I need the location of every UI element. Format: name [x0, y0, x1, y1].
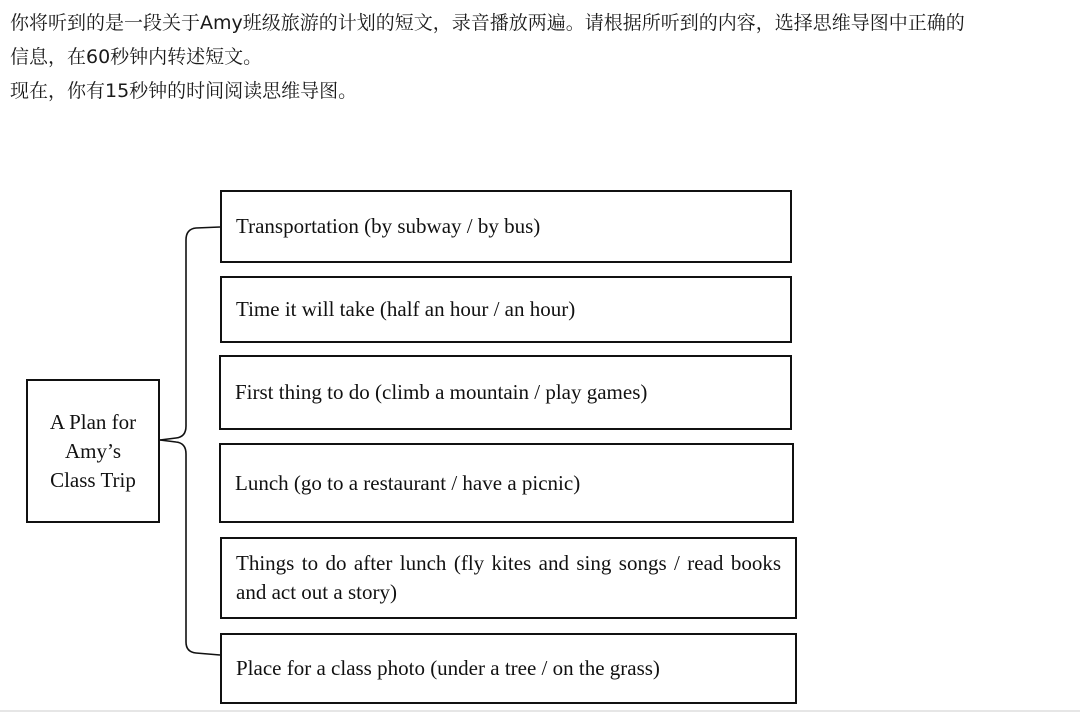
branch-time [220, 276, 792, 343]
branch-class-photo [220, 633, 797, 704]
bottom-divider [0, 710, 1080, 712]
instruction-line: 现在，你有15秒钟的时间阅读思维导图。 [10, 80, 358, 102]
central-topic-line: Amy’s [64, 438, 121, 463]
branch-label: Time it will take (half an hour / an hour) [236, 297, 576, 321]
branch-label: Things to do after lunch (fly kites and sing songs / read books and act out a story) [236, 551, 781, 604]
instruction-line: 信息，在60秒钟内转述短文。 [10, 46, 263, 68]
branch-lunch [219, 443, 794, 523]
central-topic-line: A Plan for [49, 409, 137, 434]
central-topic-node [26, 379, 160, 523]
instruction-line: 你将听到的是一段关于Amy班级旅游的计划的短文，录音播放两遍。请根据所听到的内容，选择思维导图中正确的 [10, 12, 965, 34]
branch-label: Lunch (go to a restaurant / have a picnic) [235, 470, 581, 495]
branch-label: Place for a class photo (under a tree / on the grass) [236, 656, 660, 680]
branch-label: First thing to do (climb a mountain / play games) [235, 380, 648, 404]
branch-after-lunch [220, 537, 797, 619]
connector-bottom-arm [160, 440, 220, 655]
branch-label: Transportation (by subway / by bus) [236, 214, 541, 238]
branch-transportation [220, 190, 792, 263]
branch-first-thing [219, 355, 792, 430]
connector-top-arm [160, 227, 220, 440]
central-topic-line: Class Trip [50, 467, 136, 492]
